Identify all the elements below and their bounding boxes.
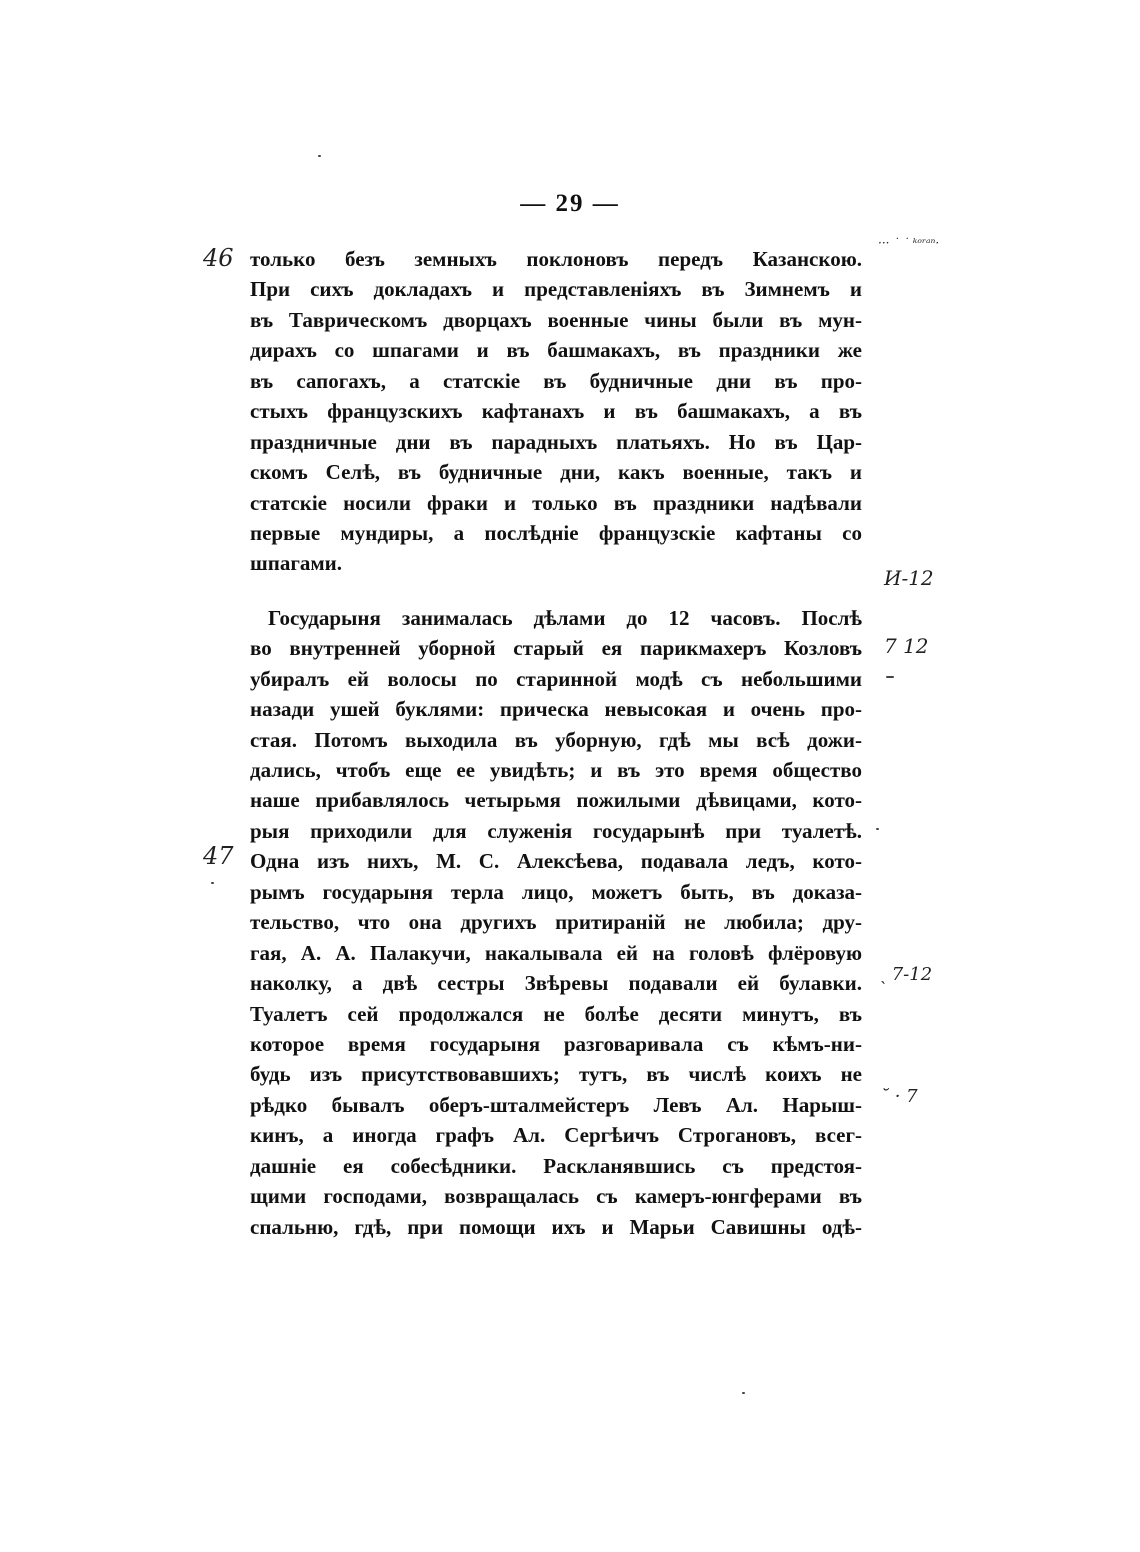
- text-line: тельство, что она другихъ притираній не любила; дру-: [250, 910, 862, 935]
- text-line: въ сапогахъ, а статскіе въ будничные дни въ про-: [250, 368, 862, 393]
- text-line: первые мундиры, а послѣдніе французскіе кафтаны со: [250, 520, 862, 545]
- text-line: гая, А. А. Палакучи, накалывала ей на головѣ флёровую: [250, 940, 862, 965]
- text-line: наше прибавлялось четырьмя пожилыми дѣвицами, кото-: [250, 788, 862, 813]
- stray-mark: [318, 155, 321, 157]
- text-line: шпагами.: [250, 551, 343, 576]
- paragraph-gap: [250, 579, 862, 603]
- stray-mark: [886, 676, 894, 678]
- margin-note: 7 12: [884, 634, 929, 658]
- text-line: дирахъ со шпагами и въ башмакахъ, въ праздники же: [250, 338, 862, 363]
- text-line: праздничные дни въ парадныхъ платьяхъ. Но въ Цар-: [250, 429, 862, 454]
- body-text: [250, 244, 862, 1242]
- text-line: стыхъ французскихъ кафтанахъ и въ башмакахъ, а въ: [250, 399, 862, 424]
- text-line: во внутренней уборной старый ея парикмахеръ Козловъ: [250, 636, 862, 661]
- text-line: При сихъ докладахъ и представленіяхъ въ Зимнемъ и: [250, 277, 862, 302]
- page-number: — 29 —: [520, 190, 620, 217]
- paragraph: [250, 603, 862, 1242]
- stray-mark: [211, 882, 214, 884]
- text-line: скомъ Селѣ, въ будничные дни, какъ военные, такъ и: [250, 460, 862, 485]
- margin-note: 47: [203, 842, 234, 870]
- stray-mark: [742, 1392, 745, 1394]
- text-line: стая. Потомъ выходила въ уборную, гдѣ мы всѣ дожи-: [250, 727, 862, 752]
- text-line: дались, чтобъ еще ее увидѣть; и въ это время общество: [250, 758, 862, 782]
- text-line: кинъ, а иногда графъ Ал. Сергѣичъ Строгановъ, всег-: [250, 1123, 862, 1148]
- stray-mark: [876, 828, 879, 830]
- text-line: статскіе носили фраки и только въ праздники надѣвали: [250, 490, 862, 515]
- text-line: будь изъ присутствовавшихъ; тутъ, въ числѣ коихъ не: [250, 1062, 862, 1087]
- text-line: въ Таврическомъ дворцахъ военные чины были въ мун-: [250, 307, 862, 332]
- text-line: рыя приходили для служенія государынѣ при туалетѣ.: [250, 818, 862, 843]
- paragraph: [250, 244, 862, 579]
- margin-note: И-12: [884, 566, 934, 590]
- text-line: назади ушей буклями: прическа невысокая и очень про-: [250, 697, 862, 722]
- text-line: рымъ государыня терла лицо, можетъ быть, въ доказа-: [250, 879, 862, 904]
- text-line: спальню, гдѣ, при помощи ихъ и Марьи Савишны одѣ-: [250, 1214, 862, 1239]
- text-line: дашніе ея собесѣдники. Раскланявшись съ предстоя-: [250, 1153, 862, 1178]
- margin-note: ˎ 7-12: [880, 964, 933, 985]
- text-line: рѣдко бывалъ оберъ-шталмейстеръ Левъ Ал. Нарыш-: [250, 1092, 862, 1117]
- margin-note: ··· ˙ ˙ ᵏᵒʳᵃⁿ·: [878, 236, 940, 250]
- text-line: Одна изъ нихъ, М. С. Алексѣева, подавала ледъ, кото-: [250, 849, 862, 874]
- margin-note: 46: [203, 244, 234, 272]
- text-line: убиралъ ей волосы по старинной модѣ съ небольшими: [250, 666, 862, 691]
- text-line: наколку, а двѣ сестры Звѣревы подавали ей булавки.: [250, 971, 862, 996]
- text-line: только безъ земныхъ поклоновъ передъ Казанскою.: [250, 247, 862, 271]
- text-line: щими господами, возвращалась съ камеръ-юнгферами въ: [250, 1184, 862, 1209]
- margin-note: ˘ · 7: [880, 1086, 918, 1107]
- text-line: Туалетъ сей продолжался не болѣе десяти минутъ, въ: [250, 1001, 862, 1026]
- text-line: которое время государыня разговаривала съ кѣмъ-ни-: [250, 1031, 862, 1056]
- text-line: Государыня занималась дѣлами до 12 часовъ. Послѣ: [268, 605, 862, 630]
